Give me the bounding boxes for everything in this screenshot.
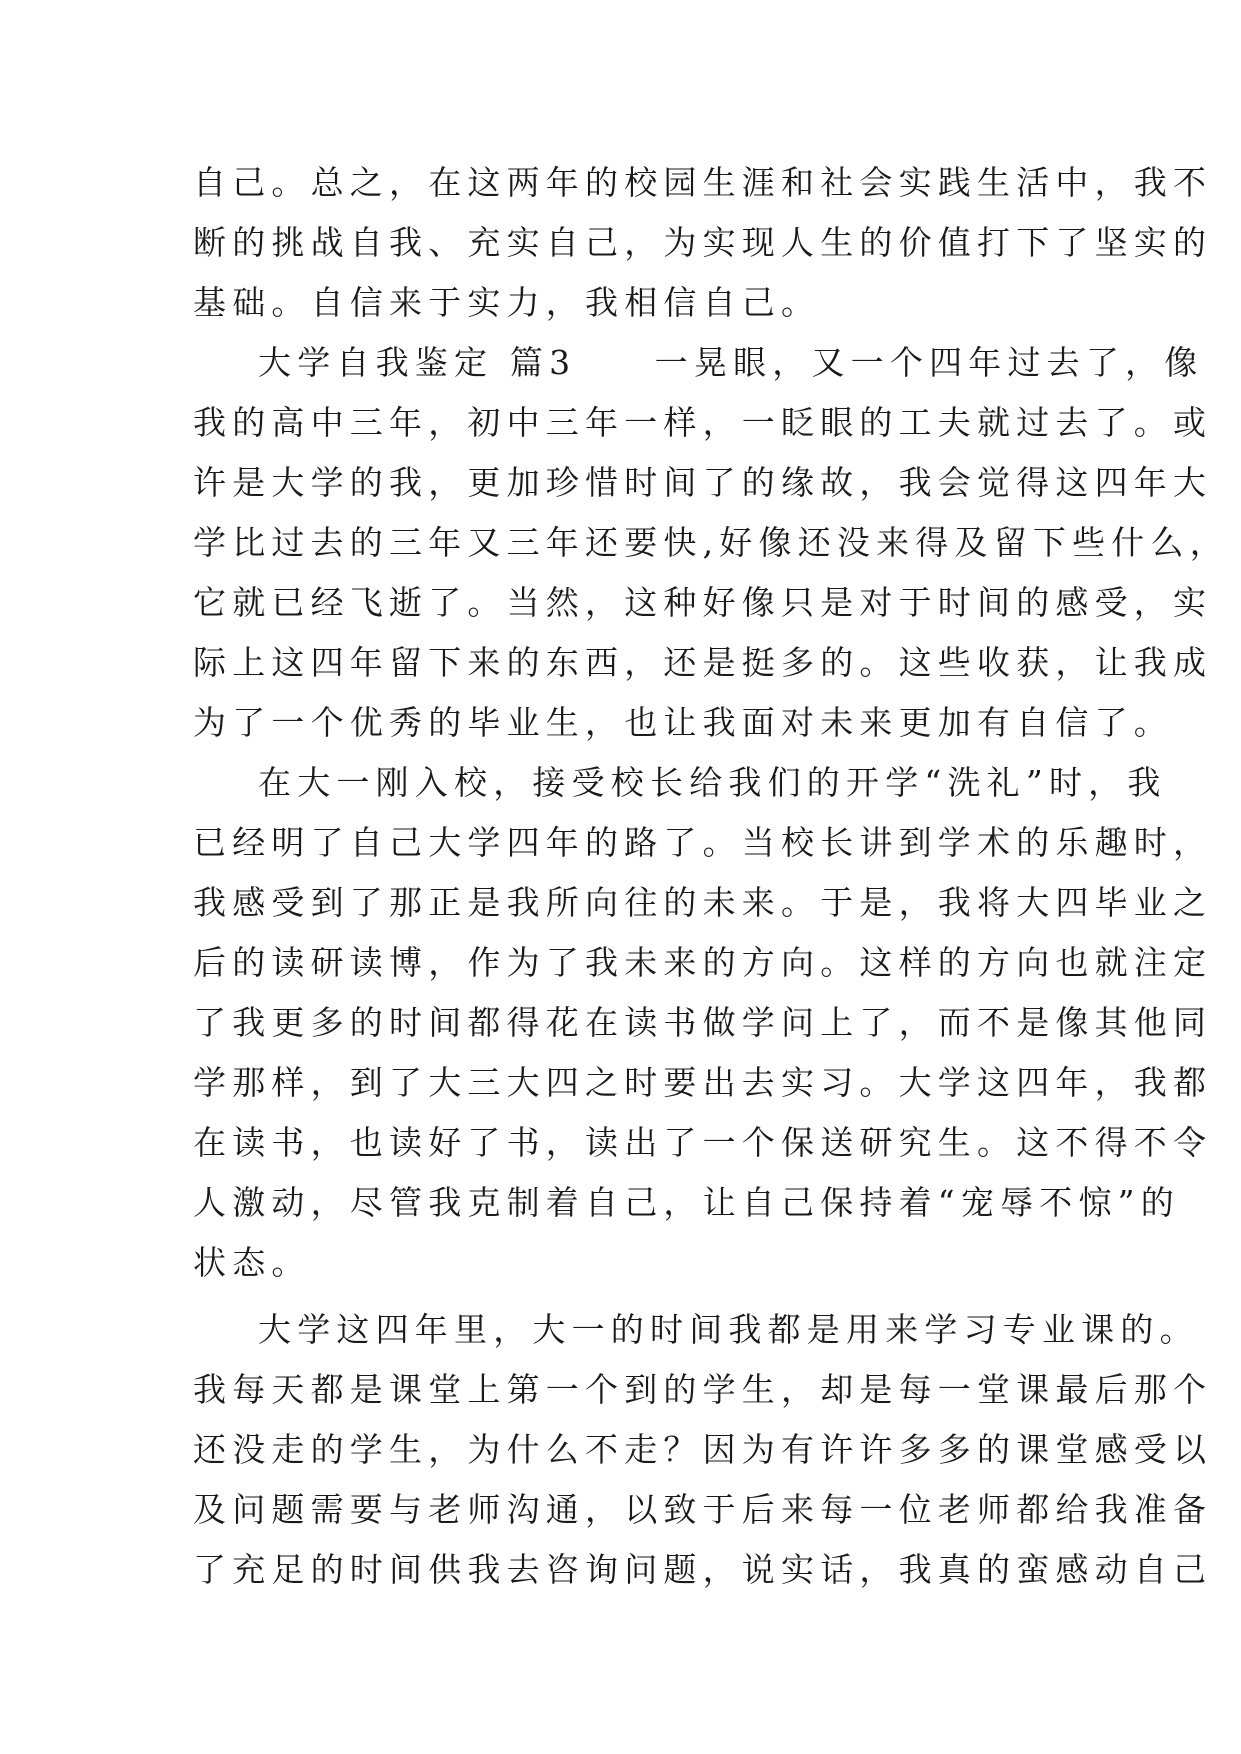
text-line: 际上这四年留下来的东西，还是挺多的。这些收获，让我成 — [193, 643, 1213, 682]
text-line: 学那样，到了大三大四之时要出去实习。大学这四年，我都 — [193, 1063, 1213, 1102]
text-line: 还没走的学生，为什么不走？因为有许许多多的课堂感受以 — [193, 1430, 1213, 1469]
text-line: 后的读研读博，作为了我未来的方向。这样的方向也就注定 — [193, 943, 1213, 982]
section-heading-line: 大学自我鉴定 篇3 一晃眼，又一个四年过去了，像 — [258, 343, 1204, 382]
text-line: 了我更多的时间都得花在读书做学问上了，而不是像其他同 — [193, 1003, 1213, 1042]
text-line: 基础。自信来于实力，我相信自己。 — [193, 283, 821, 322]
text-line: 我感受到了那正是我所向往的未来。于是，我将大四毕业之 — [193, 883, 1213, 922]
text-line: 人激动，尽管我克制着自己，让自己保持着“宠辱不惊”的 — [193, 1183, 1180, 1222]
text-line: 已经明了自己大学四年的路了。当校长讲到学术的乐趣时， — [193, 823, 1213, 862]
text-line: 及问题需要与老师沟通，以致于后来每一位老师都给我准备 — [193, 1490, 1213, 1529]
text-line: 状态。 — [193, 1243, 311, 1282]
text-line: 为了一个优秀的毕业生，也让我面对未来更加有自信了。 — [193, 703, 1173, 742]
text-line: 学比过去的三年又三年还要快,好像还没来得及留下些什么， — [193, 523, 1229, 562]
text-line: 我的高中三年，初中三年一样，一眨眼的工夫就过去了。或 — [193, 403, 1213, 442]
text-line: 我每天都是课堂上第一个到的学生，却是每一堂课最后那个 — [193, 1370, 1213, 1409]
paragraph-start-line: 大学这四年里，大一的时间我都是用来学习专业课的。 — [258, 1310, 1199, 1349]
text-line: 它就已经飞逝了。当然，这种好像只是对于时间的感受，实 — [193, 583, 1213, 622]
text-line: 断的挑战自我、充实自己，为实现人生的价值打下了坚实的 — [193, 223, 1213, 262]
paragraph-start-line: 在大一刚入校，接受校长给我们的开学“洗礼”时，我 — [258, 763, 1167, 802]
text-line: 了充足的时间供我去咨询问题，说实话，我真的蛮感动自己 — [193, 1550, 1213, 1589]
text-line: 在读书，也读好了书，读出了一个保送研究生。这不得不令 — [193, 1123, 1213, 1162]
text-line: 许是大学的我，更加珍惜时间了的缘故，我会觉得这四年大 — [193, 463, 1213, 502]
text-line: 自己。总之，在这两年的校园生涯和社会实践生活中，我不 — [193, 163, 1213, 202]
